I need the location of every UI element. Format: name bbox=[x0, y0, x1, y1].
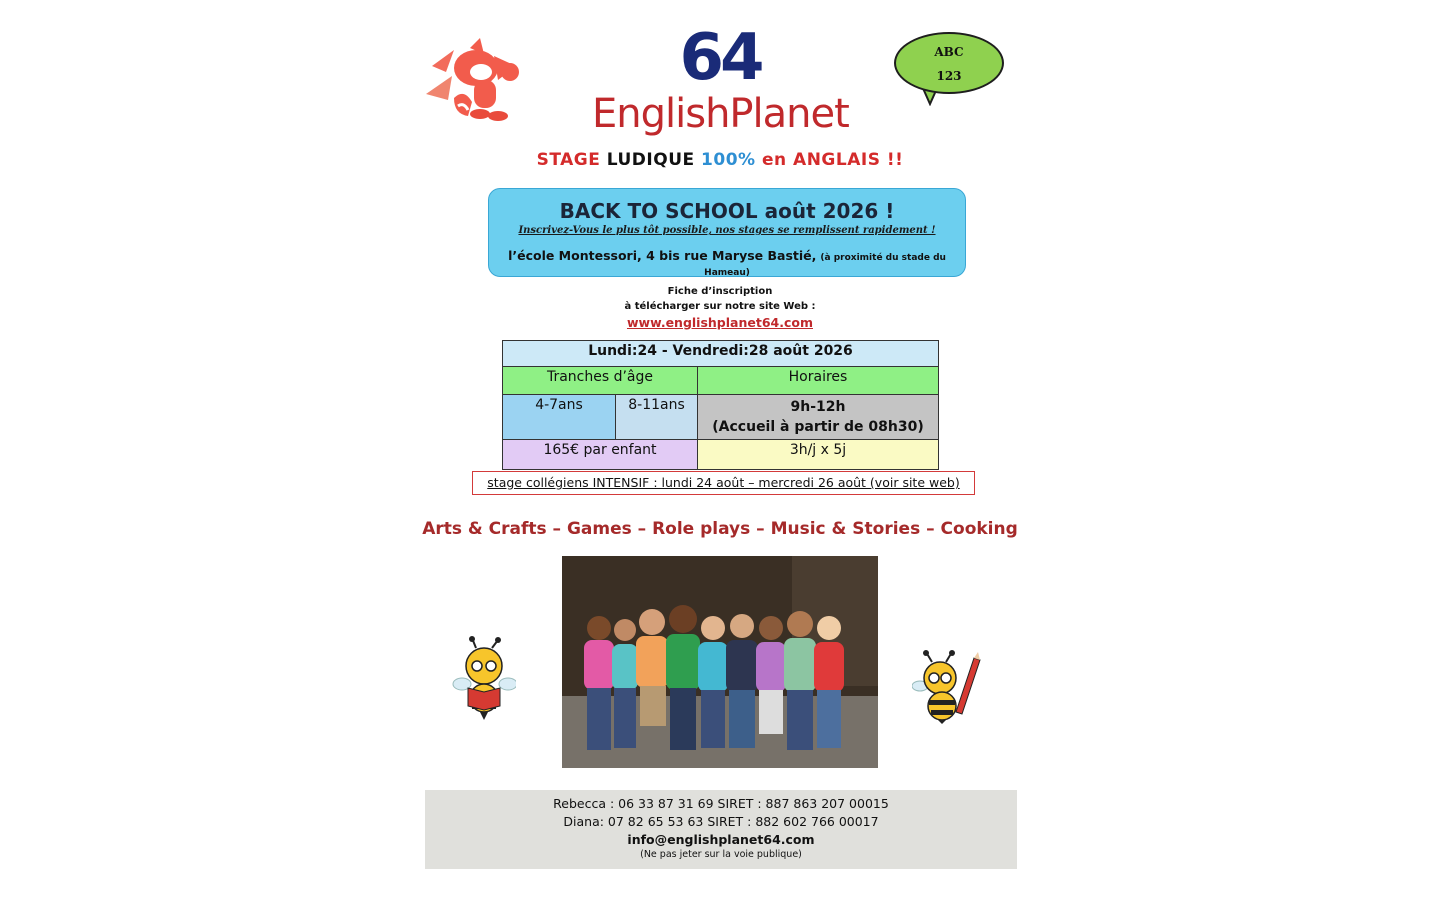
contact-email[interactable]: info@englishplanet64.com bbox=[627, 832, 815, 847]
tagline-part-3: 100% bbox=[701, 150, 756, 170]
bee-pencil-illustration bbox=[912, 650, 982, 724]
intensive-course-text: stage collégiens INTENSIF : lundi 24 août – mercredi 26 août (voir site web) bbox=[487, 475, 960, 490]
registration-line-2: à télécharger sur notre site Web : bbox=[624, 301, 816, 312]
announcement-subtitle: Inscrivez-Vous le plus tôt possible, nos stages se remplissent rapidement ! bbox=[518, 225, 936, 236]
registration-info bbox=[520, 284, 920, 330]
announcement-box bbox=[488, 188, 966, 277]
hours-cell bbox=[698, 395, 939, 440]
age-group-1: 4-7ans bbox=[503, 395, 616, 440]
address-note: (à proximité du stade du Hameau) bbox=[704, 253, 946, 278]
announcement-title: BACK TO SCHOOL août 2026 ! bbox=[559, 199, 895, 223]
bubble-line-2: 123 bbox=[936, 69, 962, 83]
footer-note: (Ne pas jeter sur la voie publique) bbox=[640, 849, 802, 860]
age-group-2: 8-11ans bbox=[616, 395, 698, 440]
registration-line-1: Fiche d’inscription bbox=[667, 286, 773, 297]
price-cell: 165€ par enfant bbox=[503, 440, 698, 470]
contact-rebecca: Rebecca : 06 33 87 31 69 SIRET : 887 863 207 00015 bbox=[553, 796, 889, 811]
englishplanet-logo bbox=[592, 21, 849, 138]
bee-reading-illustration bbox=[452, 636, 516, 720]
contact-diana: Diana: 07 82 65 53 63 SIRET : 882 602 766 00017 bbox=[563, 814, 879, 829]
age-header: Tranches d’âge bbox=[503, 367, 698, 395]
duration-cell: 3h/j x 5j bbox=[698, 440, 939, 470]
bubble-line-1: ABC bbox=[934, 45, 964, 59]
contact-footer bbox=[425, 790, 1017, 869]
fox-mascot-illustration bbox=[424, 36, 526, 122]
welcome-time: (Accueil à partir de 08h30) bbox=[712, 419, 924, 435]
logo-name: EnglishPlanet bbox=[592, 91, 849, 137]
website-link[interactable]: www.englishplanet64.com bbox=[626, 315, 813, 330]
children-group-photo bbox=[562, 556, 878, 768]
tagline bbox=[420, 150, 1020, 170]
logo-number: 64 bbox=[679, 21, 761, 95]
address-text: l’école Montessori, 4 bis rue Maryse Bastié, bbox=[508, 248, 817, 263]
schedule-dates: Lundi:24 - Vendredi:28 août 2026 bbox=[503, 341, 939, 367]
tagline-part-2: LUDIQUE bbox=[606, 150, 695, 170]
abc-speech-bubble bbox=[894, 32, 1004, 94]
tagline-part-4: en ANGLAIS !! bbox=[762, 150, 904, 170]
schedule-table bbox=[502, 340, 939, 470]
announcement-address bbox=[489, 248, 965, 278]
tagline-part-1: STAGE bbox=[536, 150, 601, 170]
hours-header: Horaires bbox=[698, 367, 939, 395]
activities-list: Arts & Crafts – Games – Role plays – Music & Stories – Cooking bbox=[422, 519, 1018, 539]
intensive-course-note bbox=[472, 471, 975, 495]
hours-value: 9h-12h bbox=[790, 399, 846, 415]
